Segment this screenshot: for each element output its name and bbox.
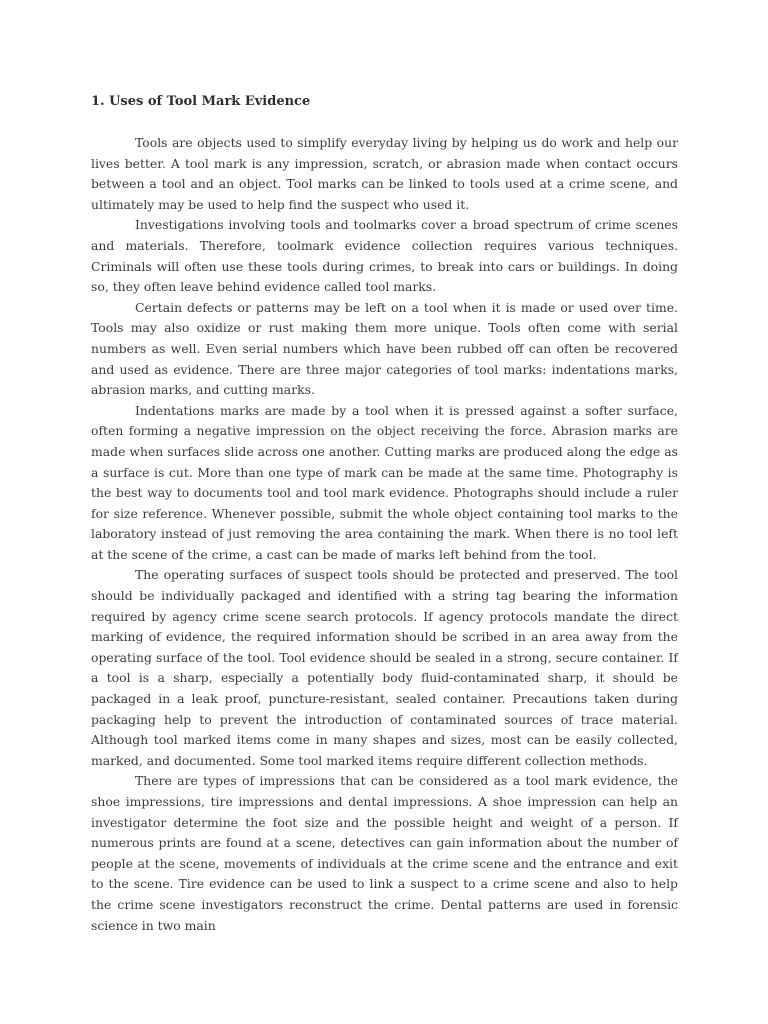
- paragraph-operating-surfaces: The operating surfaces of suspect tools should be protected and preserved. The tool should be individually packaged and identified with a string tag bearing the information required by agency crime scene search protocols. If agency protocols mandate the direct marking of evidence, the required information should be scribed in an area away from the operating surface of the tool. Tool evidence should be sealed in a strong, secure container. If a tool is a sharp, especially a potentially body fluid-contaminated sharp, it should be packaged in a leak proof, puncture-resistant, sealed container. Precautions taken during packaging help to prevent the introduction of contaminated sources of trace material. Although tool marked items come in many shapes and sizes, most can be easily collected, marked, and documented. Some tool marked items require different collection methods.: [91, 567, 678, 768]
- paragraph-defects-patterns: Certain defects or patterns may be left on a tool when it is made or used over time. Tools may also oxidize or rust making them more unique. Tools often come with serial numbers as well. Even serial numbers which have been rubbed off can often be recovered and used as evidence. There are three major categories of tool marks: indentations marks, abrasion marks, and cutting marks.: [91, 299, 678, 398]
- paragraph-investigations: Investigations involving tools and toolmarks cover a broad spectrum of crime scenes and materials. Therefore, toolmark evidence collection requires various techniques. Criminals will often use these tools during crimes, to break into cars or buildings. In doing so, they often leave behind evidence called tool marks.: [91, 217, 678, 295]
- paragraph-impression-types: There are types of impressions that can be considered as a tool mark evidence, the shoe impressions, tire impressions and dental impressions. A shoe impression can help an investigator determine the foot size and the possible height and weight of a person. If numerous prints are found at a scene, detectives can gain information about the number of people at the scene, movements of individuals at the crime scene and the entrance and exit to the scene. Tire evidence can be used to link a suspect to a crime scene and also to help the crime scene investigators reconstruct the crime. Dental patterns are used in forensic science in two main: [91, 773, 678, 933]
- document-body: [91, 92, 678, 936]
- section-heading: 1. Uses of Tool Mark Evidence: [91, 94, 311, 109]
- paragraph-indentation-marks: Indentations marks are made by a tool when it is pressed against a softer surface, often forming a negative impression on the object receiving the force. Abrasion marks are made when surfaces slide across one another. Cutting marks are produced along the edge as a surface is cut. More than one type of mark can be made at the same time. Photography is the best way to documents tool and tool mark evidence. Photographs should include a ruler for size reference. Whenever possible, submit the whole object containing tool marks to the laboratory instead of just removing the area containing the mark. When there is no tool left at the scene of the crime, a cast can be made of marks left behind from the tool.: [91, 402, 678, 562]
- paragraph-tools-intro: Tools are objects used to simplify everyday living by helping us do work and help our lives better. A tool mark is any impression, scratch, or abrasion made when contact occurs between a tool and an object. Tool marks can be linked to tools used at a crime scene, and ultimately may be used to help find the suspect who used it.: [91, 135, 678, 212]
